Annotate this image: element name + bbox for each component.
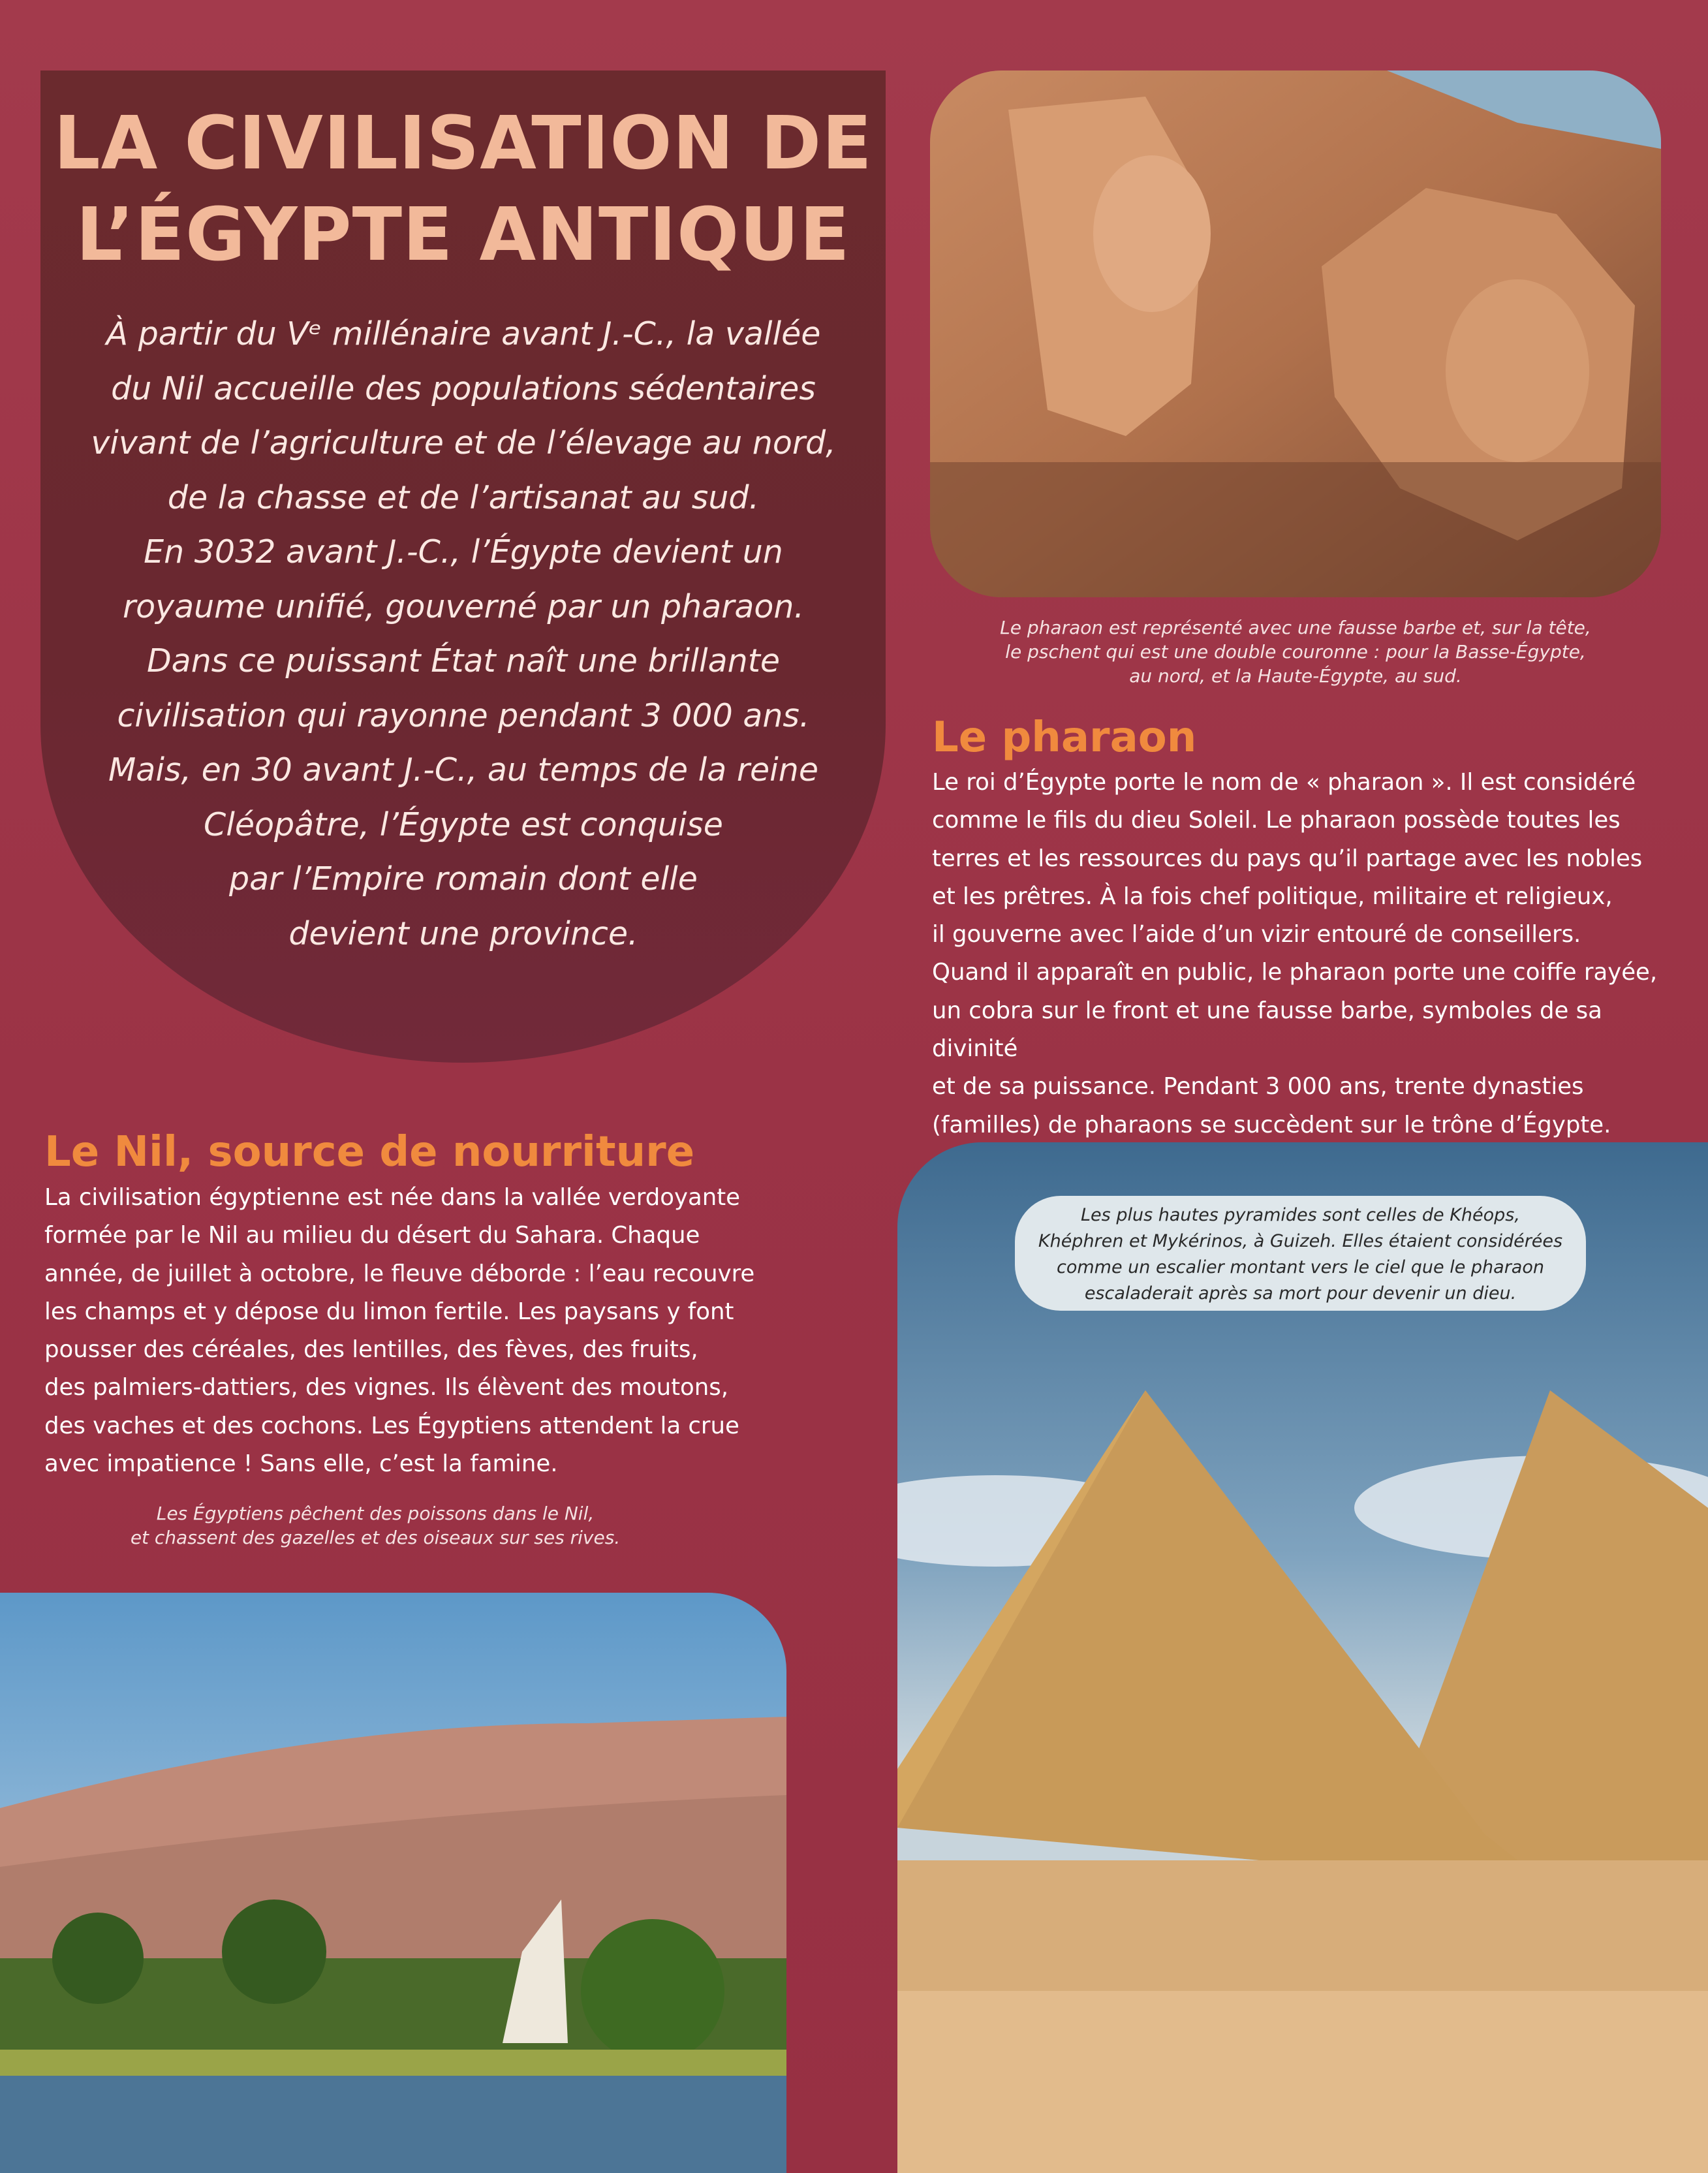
paragraph-line: des palmiers-dattiers, des vignes. Ils élèvent des moutons, — [44, 1374, 729, 1401]
paragraph-line: Quand il apparaît en public, le pharaon porte une coiffe rayée, — [932, 959, 1658, 986]
paragraph-line: (familles) de pharaons se succèdent sur le trône d’Égypte. — [932, 1111, 1611, 1138]
paragraph-line: des vaches et des cochons. Les Égyptiens attendent la crue — [44, 1412, 739, 1439]
paragraph-line: pousser des céréales, des lentilles, des fèves, des fruits, — [44, 1336, 698, 1364]
caption-line: Les plus hautes pyramides sont celles de Khéops, — [1081, 1205, 1520, 1225]
caption-line: escaladerait après sa mort pour devenir un dieu. — [1084, 1283, 1517, 1304]
paragraph-line: formée par le Nil au milieu du désert du Sahara. Chaque — [44, 1222, 700, 1249]
title-line: L’ÉGYPTE ANTIQUE — [76, 193, 850, 277]
paragraph-line: il gouverne avec l’aide d’un vizir entouré de conseillers. — [932, 921, 1581, 948]
intro-line: civilisation qui rayonne pendant 3 000 ans. — [117, 696, 810, 734]
paragraph-line: terres et les ressources du pays qu’il partage avec les nobles — [932, 845, 1643, 872]
paragraph-line: comme le fils du dieu Soleil. Le pharaon possède toutes les — [932, 807, 1621, 834]
paragraph-line: La civilisation égyptienne est née dans la vallée verdoyante — [44, 1184, 741, 1211]
intro-line: Dans ce puissant État naît une brillante — [146, 642, 781, 680]
pyramids-caption-bubble — [1015, 1196, 1586, 1311]
caption-line: Les Égyptiens pêchent des poissons dans le Nil, — [156, 1503, 595, 1524]
caption-line: au nord, et la Haute-Égypte, au sud. — [1129, 665, 1462, 687]
pharaon-heading: Le pharaon — [932, 713, 1197, 762]
nile-river-photo — [0, 1593, 786, 2173]
intro-line: Mais, en 30 avant J.-C., au temps de la reine — [108, 751, 818, 789]
intro-line: par l’Empire romain dont elle — [229, 860, 698, 898]
intro-line: de la chasse et de l’artisanat au sud. — [167, 478, 760, 516]
paragraph-line: année, de juillet à octobre, le fleuve déborde : l’eau recouvre — [44, 1260, 755, 1287]
pharaoh-photo-caption — [946, 616, 1645, 688]
caption-line: Le pharaon est représenté avec une fausse barbe et, sur la tête, — [1000, 617, 1591, 638]
paragraph-line: un cobra sur le front et une fausse barbe, symboles de sa divinité — [932, 997, 1602, 1063]
intro-line: vivant de l’agriculture et de l’élevage au nord, — [91, 424, 836, 461]
intro-line: devient une province. — [288, 915, 638, 952]
page-title — [40, 98, 886, 281]
nil-paragraph — [44, 1179, 769, 1483]
paragraph-line: Le roi d’Égypte porte le nom de « pharaon ». Il est considéré — [932, 769, 1636, 796]
intro-text — [65, 307, 862, 961]
nil-heading: Le Nil, source de nourriture — [44, 1128, 695, 1176]
title-line: LA CIVILISATION DE — [54, 101, 873, 186]
caption-line: et chassent des gazelles et des oiseaux sur ses rives. — [130, 1527, 621, 1548]
intro-line: royaume unifié, gouverné par un pharaon. — [122, 587, 805, 625]
pharaoh-statues-photo — [930, 70, 1661, 597]
paragraph-line: avec impatience ! Sans elle, c’est la famine. — [44, 1450, 558, 1478]
caption-line: comme un escalier montant vers le ciel que le pharaon — [1057, 1257, 1544, 1277]
intro-line: À partir du Vᵉ millénaire avant J.-C., la vallée — [106, 315, 821, 352]
paragraph-line: et de sa puissance. Pendant 3 000 ans, trente dynasties — [932, 1073, 1584, 1101]
paragraph-line: et les prêtres. À la fois chef politique, militaire et religieux, — [932, 883, 1613, 910]
caption-line: Khéphren et Mykérinos, à Guizeh. Elles étaient considérées — [1038, 1231, 1563, 1251]
intro-line: Cléopâtre, l’Égypte est conquise — [204, 805, 723, 843]
paragraph-line: les champs et y dépose du limon fertile. Les paysans y font — [44, 1298, 734, 1325]
pharaon-paragraph — [932, 764, 1683, 1144]
caption-line: le pschent qui est une double couronne : pour la Basse-Égypte, — [1005, 641, 1586, 663]
intro-line: En 3032 avant J.-C., l’Égypte devient un — [144, 533, 783, 571]
nile-photo-caption — [98, 1501, 653, 1550]
intro-line: du Nil accueille des populations sédentaires — [111, 369, 816, 407]
